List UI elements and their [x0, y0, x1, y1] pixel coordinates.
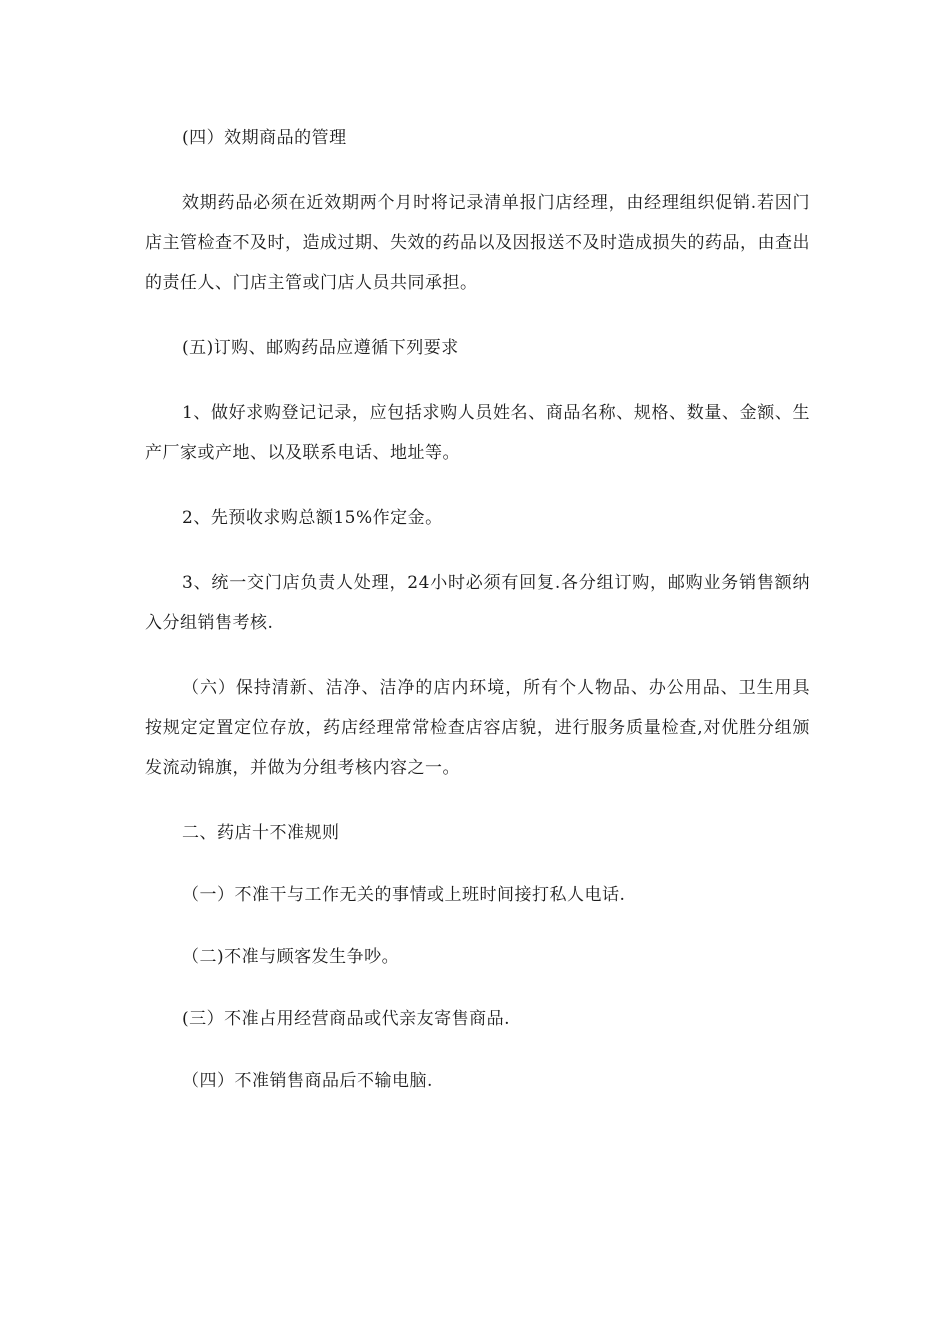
paragraph-spacer	[145, 473, 810, 498]
paragraph-spacer	[145, 303, 810, 328]
paragraph-store-environment: （六）保持清新、洁净、洁净的店内环境，所有个人物品、办公用品、卫生用具按规定定置定位存放，药店经理常常检查店容店貌，进行服务质量检查,对优胜分组颁发流动锦旗，并做为分组考核内容之一。	[145, 678, 810, 778]
paragraph-spacer	[145, 788, 810, 813]
list-item-ordering-1: 1、做好求购登记记录，应包括求购人员姓名、商品名称、规格、数量、金额、生产厂家或产地、以及联系电话、地址等。	[145, 403, 810, 463]
rule-item-2: （二)不准与顾客发生争吵。	[182, 947, 400, 967]
paragraph-spacer	[145, 158, 810, 183]
paragraph-spacer	[145, 368, 810, 393]
rule-item-1: （一）不准干与工作无关的事情或上班时间接打私人电话.	[182, 885, 626, 905]
list-item-ordering-3: 3、统一交门店负责人处理，24小时必须有回复.各分组订购，邮购业务销售额纳入分组销售考核.	[145, 573, 810, 633]
rule-item-4: （四）不准销售商品后不输电脑.	[182, 1071, 433, 1091]
paragraph-spacer	[145, 915, 810, 937]
section-heading-expiry-management: (四）效期商品的管理	[182, 128, 347, 148]
paragraph-spacer	[145, 538, 810, 563]
paragraph-spacer	[145, 1039, 810, 1061]
paragraph-expiry-rules: 效期药品必须在近效期两个月时将记录清单报门店经理，由经理组织促销.若因门店主管检查不及时，造成过期、失效的药品以及因报送不及时造成损失的药品，由查出的责任人、门店主管或门店人员共同承担。	[145, 193, 810, 293]
document-body	[145, 118, 810, 1101]
paragraph-spacer	[145, 977, 810, 999]
list-item-ordering-2: 2、先预收求购总额15%作定金。	[182, 508, 443, 528]
section-heading-ordering-requirements: (五)订购、邮购药品应遵循下列要求	[182, 338, 459, 358]
section-heading-ten-rules: 二、药店十不准规则	[182, 823, 340, 843]
paragraph-spacer	[145, 853, 810, 875]
paragraph-spacer	[145, 643, 810, 668]
rule-item-3: (三）不准占用经营商品或代亲友寄售商品.	[182, 1009, 511, 1029]
